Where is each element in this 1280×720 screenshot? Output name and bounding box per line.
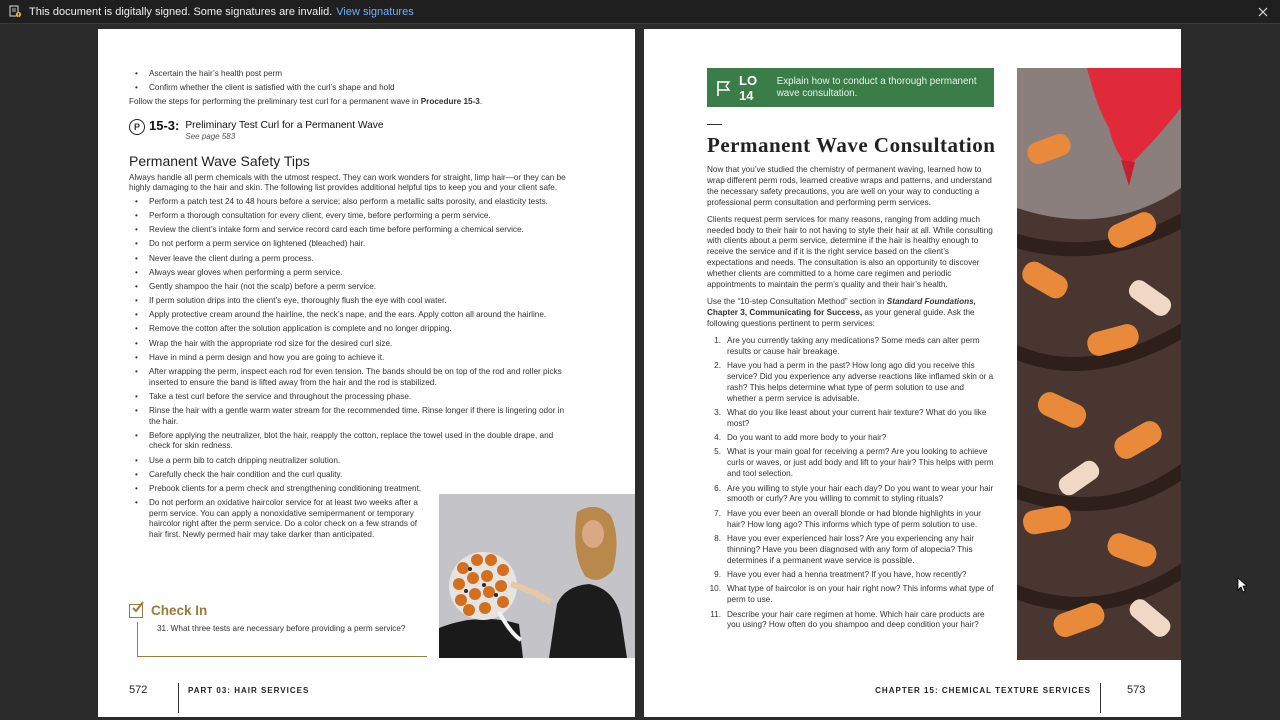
question-text: Have you ever experienced hair loss? Are you experiencing any hair thinning? Have you been diagnosed with any form of alopecia? This determines if a permanent wave service is possible.: [727, 533, 975, 565]
procedure-callout: [129, 118, 575, 142]
consultation-body: [707, 165, 994, 635]
list-item: • Confirm whether the client is satisfied with the curl’s shape and hold: [129, 83, 575, 94]
procedure-page-ref: See page 583: [185, 131, 236, 141]
question-number: 10.: [709, 584, 721, 594]
divider: [137, 622, 138, 656]
question-text: Have you had a perm in the past? How long ago did you receive this service? Did you experience any adverse reactions like inflamed skin or a rash? This helps determine what type of perm solution to use and whether a perm service is advisable.: [727, 360, 994, 403]
left-page-footer: [98, 673, 635, 717]
procedure-reference: Follow the steps for performing the preliminary test curl for a permanent wave in Procedure 15-3.: [129, 97, 483, 107]
document-viewer[interactable]: [0, 25, 1280, 720]
checkmark-icon: [129, 604, 143, 618]
list-item: • Perform a patch test 24 to 48 hours before a service; also perform a metallic salts porosity, and elasticity tests.: [129, 197, 575, 208]
list-item: • Take a test curl before the service and throughout the processing phase.: [129, 392, 575, 403]
learning-objective-banner: [707, 68, 994, 107]
question-text: What is your main goal for receiving a perm? Are you looking to achieve curls or waves, or just add body and lift to your hair? This helps with perm and tool selection.: [727, 447, 994, 479]
list-item: • Remove the cotton after the solution application is complete and no longer dripping.: [129, 324, 575, 335]
safety-tips-list-continued: [129, 470, 429, 541]
question-number: 4.: [714, 433, 721, 443]
page-572: [98, 29, 635, 717]
list-item: [707, 584, 994, 606]
list-item: [707, 570, 994, 581]
paragraph: Now that you’ve studied the chemistry of permanent waving, learned how to wrap different perm rods, learned creative wraps and patterns, and understand the necessary safety precautions, you are well on your way to conducting a professional perm consultation and performing perm services.: [707, 165, 992, 207]
question-number: 3.: [714, 407, 721, 417]
list-item: • Never leave the client during a perm process.: [129, 254, 575, 265]
list-item: • Always wear gloves when performing a perm service.: [129, 268, 575, 279]
question-number: 7.: [714, 508, 721, 518]
list-item: • Apply protective cream around the hairline, the neck’s nape, and the ears. Apply cotton all around the hairline.: [129, 310, 575, 321]
list-item: • Use a perm bib to catch dripping neutralizer solution.: [129, 456, 575, 467]
question-number: 2.: [714, 360, 721, 370]
list-item: [707, 509, 994, 531]
mouse-cursor-icon: [1237, 577, 1247, 593]
stylist-photo: [439, 494, 635, 658]
page-title: Permanent Wave Consultation: [707, 133, 996, 157]
list-item: • Review the client’s intake form and service record card each time before performing a chemical service.: [129, 225, 575, 236]
list-item: • Perform a thorough consultation for every client, every time, before performing a perm service.: [129, 211, 575, 222]
list-item: • Ascertain the hair’s health post perm: [129, 69, 575, 80]
question-number: 1.: [714, 335, 721, 345]
question-text: What type of haircolor is on your hair right now? This informs what type of perm to use.: [727, 584, 994, 605]
running-footer: CHAPTER 15: CHEMICAL TEXTURE SERVICES: [875, 686, 1091, 695]
view-signatures-link[interactable]: View signatures: [336, 5, 414, 18]
list-item: • Do not perform a perm service on lightened (bleached) hair.: [129, 239, 575, 250]
list-item: [707, 408, 994, 430]
question-number: 6.: [714, 483, 721, 493]
check-in-question: 31. What three tests are necessary before providing a perm service?: [157, 624, 406, 633]
page-number: 573: [1127, 684, 1146, 696]
question-text: Describe your hair care regimen at home. Which hair care products are you using? How often do you shampoo and deep condition your hair?: [727, 609, 985, 630]
question-number: 8.: [714, 533, 721, 543]
running-footer: PART 03: HAIR SERVICES: [188, 686, 310, 695]
question-text: Have you ever been an overall blonde or had blonde highlights in your hair? How long ago? This informs which type of perm solution to use.: [727, 508, 981, 529]
list-item: [707, 447, 994, 480]
learning-objective-label: LO 14: [739, 72, 758, 103]
list-item: • Do not perform an oxidative haircolor service for at least two weeks after a perm service. You can apply a nonoxidative semipermanent or temporary haircolor right after the perm service. Do a color check on a few strands of hair first. Newly permed hair may take darker than anticipated.: [129, 498, 429, 540]
flag-icon: [715, 79, 733, 97]
list-item: • If perm solution drips into the client’s eye, thoroughly flush the eye with cool water.: [129, 296, 575, 307]
procedure-title: Preliminary Test Curl for a Permanent Wave: [185, 119, 384, 131]
question-number: 9.: [714, 570, 721, 580]
question-number: 5.: [714, 447, 721, 457]
right-page-footer: [644, 673, 1181, 717]
question-number: 11.: [710, 609, 721, 619]
signature-bar: [0, 0, 1280, 24]
list-item: [707, 534, 994, 567]
page-573: [644, 29, 1181, 717]
signature-warning-icon: [9, 5, 23, 19]
list-item: [707, 610, 994, 632]
safety-tips-list: [129, 197, 575, 466]
learning-objective-text: Explain how to conduct a thorough permanent wave consultation.: [776, 76, 977, 99]
check-in-title: Check In: [151, 603, 208, 618]
list-item: • Have in mind a perm design and how you are going to achieve it.: [129, 353, 575, 364]
left-page-content: [129, 69, 575, 544]
procedure-icon: P: [129, 119, 145, 135]
question-text: Do you want to add more body to your hair?: [727, 433, 887, 443]
close-icon[interactable]: [1255, 4, 1271, 20]
safety-heading: Permanent Wave Safety Tips: [129, 152, 310, 169]
list-item: • Carefully check the hair condition and the curl quality.: [129, 470, 429, 481]
list-item: [707, 336, 994, 358]
signature-message: This document is digitally signed. Some signatures are invalid.: [29, 5, 333, 18]
list-item: [707, 433, 994, 444]
list-item: [707, 484, 994, 506]
divider: [178, 683, 179, 713]
list-item: [707, 361, 994, 405]
paragraph: Use the “10-step Consultation Method” section in Standard Foundations, Chapter 3, Communicating for Success, as your general guide. Ask the following questions pertinent to perm services:: [707, 296, 976, 328]
question-text: Have you ever had a henna treatment? If you have, how recently?: [727, 570, 967, 580]
paragraph: Clients request perm services for many reasons, ranging from adding much needed body to their hair to not having to style their hair at all. While consulting with clients about a perm service, determine if the hair is healthy enough to receive the service and if it is the right service based on the client’s expectations and needs. The consultation is also an opportunity to discover whether clients are committed to a home care regimen and periodic appointments to maintain the perm’s quality and their hair’s health.: [707, 214, 993, 290]
question-text: Are you willing to style your hair each day? Do you want to wear your hair smooth or curly? Are you willing to commit to styling rituals?: [727, 483, 994, 504]
procedure-number: 15-3:: [149, 117, 180, 133]
check-in-box: [129, 603, 429, 633]
list-item: • Before applying the neutralizer, blot the hair, reapply the cotton, replace the towel used in the double drape, and check for skin redness.: [129, 431, 575, 452]
page-number: 572: [129, 684, 148, 696]
question-text: What do you like least about your current hair texture? What do you like most?: [727, 407, 987, 428]
consultation-questions-list: [707, 336, 994, 632]
top-bullet-list: [129, 69, 575, 94]
list-item: • After wrapping the perm, inspect each rod for even tension. The bands should be on top of the rod and roller picks inserted to ensure the band is lifted away from the hair and the rod is stabilized.: [129, 367, 575, 388]
safety-intro: Always handle all perm chemicals with the utmost respect. They can work wonders for straight, limp hair—or they can be highly damaging to the hair and skin. The following list provides additional helpful tips to keep you and your client safe.: [129, 172, 566, 193]
list-item: • Rinse the hair with a gentle warm water stream for the recommended time. Rinse longer if there is lingering odor in the hair.: [129, 406, 575, 427]
list-item: • Wrap the hair with the appropriate rod size for the desired curl size.: [129, 339, 575, 350]
list-item: • Gently shampoo the hair (not the scalp) before a perm service.: [129, 282, 575, 293]
perm-rods-photo: [1017, 68, 1181, 660]
divider: [707, 124, 722, 125]
list-item: • Prebook clients for a perm check and strengthening conditioning treatment.: [129, 484, 429, 495]
divider: [1100, 683, 1101, 713]
question-text: Are you currently taking any medications? Some meds can alter perm results or cause hair breakage.: [727, 335, 980, 356]
divider: [137, 656, 427, 657]
